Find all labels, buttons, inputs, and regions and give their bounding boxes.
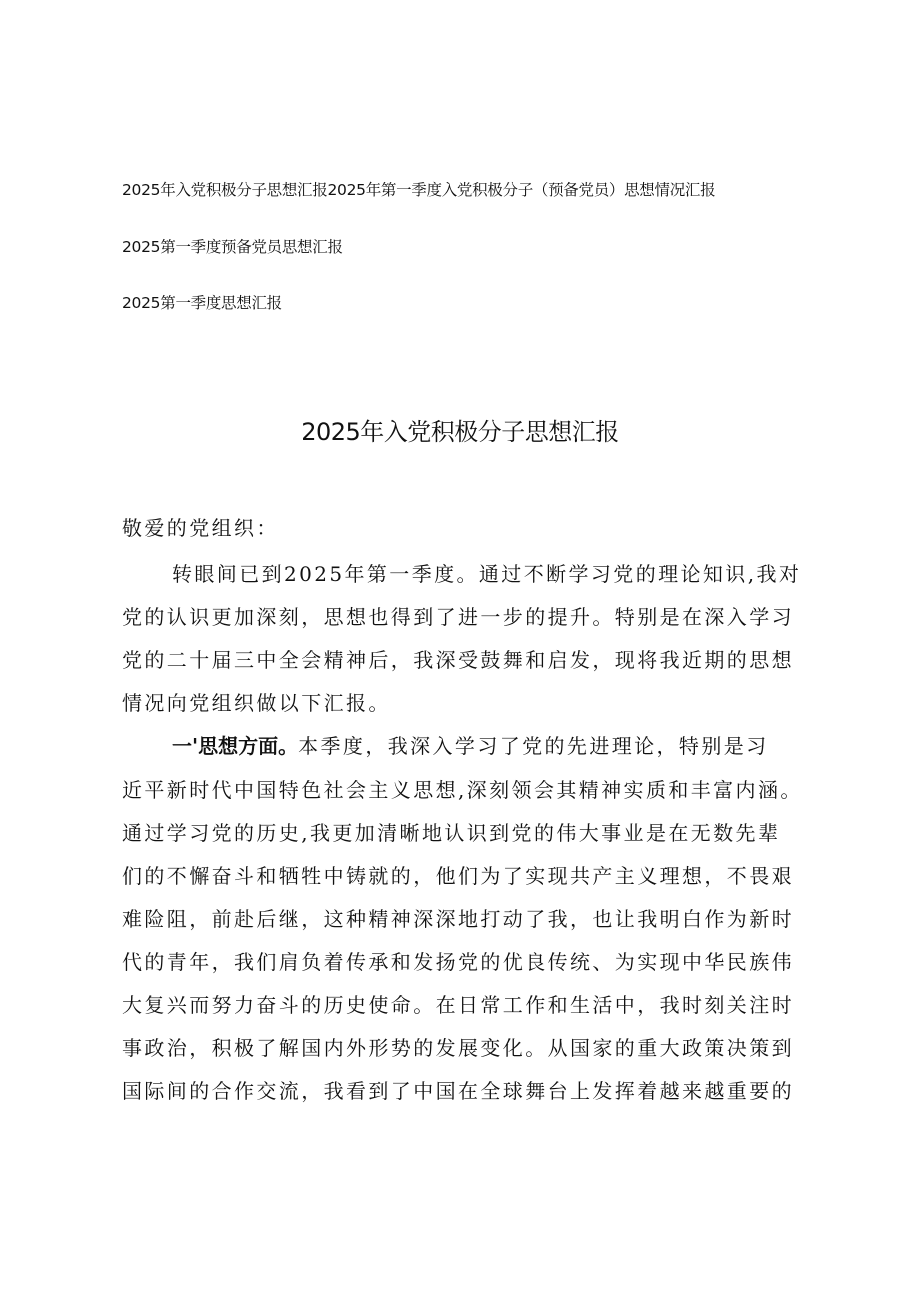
paragraph-1-line: 党的二十届三中全会精神后，我深受鼓舞和启发，现将我近期的思想 — [122, 648, 794, 672]
paragraph-1-line: 转眼间已到2025年第一季度。通过不断学习党的理论知识,我对 — [172, 562, 802, 586]
section-1-line: 大复兴而努力奋斗的历史使命。在日常工作和生活中，我时刻关注时 — [122, 993, 794, 1017]
section-1-line: 近平新时代中国特色社会主义思想,深刻领会其精神实质和丰富内涵。 — [122, 778, 803, 802]
paragraph-1-line: 情况向党组织做以下汇报。 — [122, 691, 391, 715]
section-1-line: 事政治，积极了解国内外形势的发展变化。从国家的重大政策决策到 — [122, 1036, 794, 1060]
section-1-first-line — [172, 730, 769, 759]
section-1-line: 通过学习党的历史,我更加清晰地认识到党的伟大事业是在无数先辈 — [122, 821, 781, 845]
section-1-line: 们的不懈奋斗和牺牲中铸就的，他们为了实现共产主义理想，不畏艰 — [122, 864, 794, 888]
toc-item-2: 2025第一季度预备党员思想汇报 — [122, 238, 343, 256]
section-1-first-line-text: 本季度，我深入学习了党的先进理论，特别是习 — [298, 734, 769, 758]
salutation: 敬爱的党组织： — [122, 516, 279, 540]
document-title: 2025年入党积极分子思想汇报 — [301, 418, 619, 446]
toc-item-3: 2025第一季度思想汇报 — [122, 294, 282, 312]
toc-item-1: 2025年入党积极分子思想汇报2025年第一季度入党积极分子（预备党员）思想情况汇报 — [122, 181, 716, 199]
section-1-line: 难险阻，前赴后继，这种精神深深地打动了我，也让我明白作为新时 — [122, 907, 794, 931]
section-1-line: 国际间的合作交流，我看到了中国在全球舞台上发挥着越来越重要的 — [122, 1079, 794, 1103]
section-1-heading: 一'思想方面。 — [172, 734, 299, 758]
paragraph-1-line: 党的认识更加深刻，思想也得到了进一步的提升。特别是在深入学习 — [122, 605, 794, 629]
section-1-line: 代的青年，我们肩负着传承和发扬党的优良传统、为实现中华民族伟 — [122, 950, 794, 974]
